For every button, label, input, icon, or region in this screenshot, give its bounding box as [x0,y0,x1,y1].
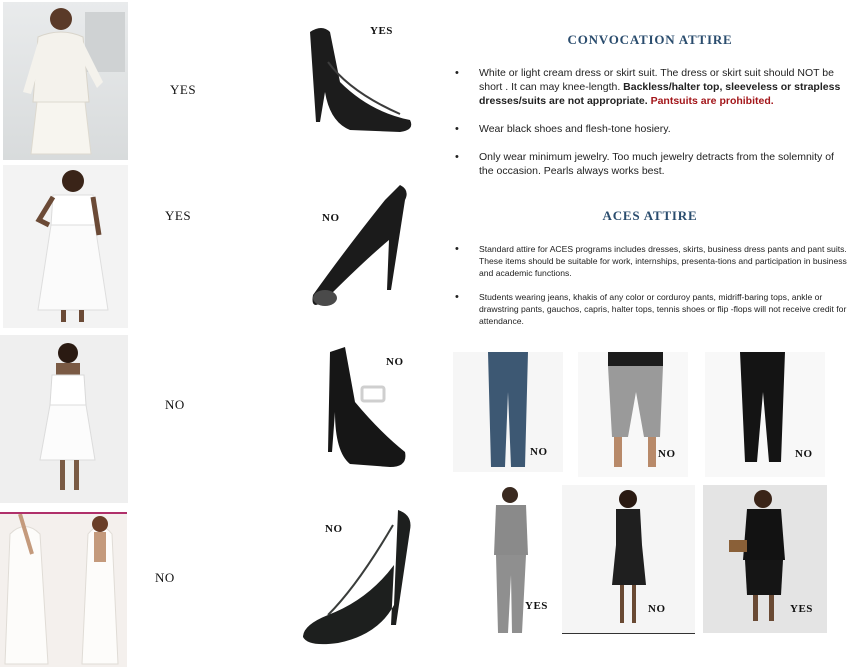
photo-shoe-pump [300,22,420,147]
aces-bullet-standard: • Standard attire for ACES programs includes dresses, skirts, business dress pants and pant suits. These items should be suitable for work, internships, presenta-tions and participation in business and academic functions. [455,243,847,279]
label-black-dress: NO [648,603,666,615]
photo-strapless-dress [0,335,128,503]
photo-shoe-platform [298,505,418,650]
convocation-bullet-shoes: • Wear black shoes and flesh-tone hosiery. [455,122,847,136]
photo-black-dress [562,485,695,634]
photo-shoe-peeptoe [305,180,415,320]
label-shoe-2: NO [322,212,340,224]
convocation-bullet-dress-bold: Backless/halter top, sleeveless or strapless dresses/suits are not appropriate. [479,81,841,107]
label-dress-4: NO [155,570,175,585]
convocation-bullet-dress-red: Pantsuits are prohibited. [650,95,774,107]
convocation-list [455,66,847,186]
label-shoe-4: NO [325,523,343,535]
convocation-bullet-dress [455,66,847,108]
label-skirt-suit: YES [790,603,813,615]
photo-white-peasant-dress [3,165,128,328]
label-capris: NO [658,448,676,460]
label-dress-1: YES [170,82,197,97]
convocation-bullet-jewelry: • Only wear minimum jewelry. Too much jewelry detracts from the solemnity of the occasion. Pearls always works best. [455,150,847,178]
aces-heading: ACES ATTIRE [602,208,698,223]
photo-pantsuit [478,485,553,635]
label-dress-3: NO [165,397,185,412]
label-shoe-3: NO [386,356,404,368]
convocation-bullet-dress-text: White or light cream dress or skirt suit. The dress or skirt suit should NOT be short . It can may knee-length. [479,67,834,93]
label-leggings: NO [795,448,813,460]
label-jeans: NO [530,446,548,458]
label-shoe-1: YES [370,25,393,37]
label-dress-2: YES [165,208,192,223]
aces-list [455,243,847,337]
photo-white-skirt-suit [3,2,128,160]
convocation-heading: CONVOCATION ATTIRE [567,32,733,47]
photo-halter-dress [0,512,127,667]
label-pantsuit: YES [525,600,548,612]
aces-bullet-prohibited: • Students wearing jeans, khakis of any color or corduroy pants, midriff-baring tops, ankle or drawstring pants, gauchos, capris, halter tops, tennis shoes or flip -flops will not receive credit for attendance. [455,291,847,327]
